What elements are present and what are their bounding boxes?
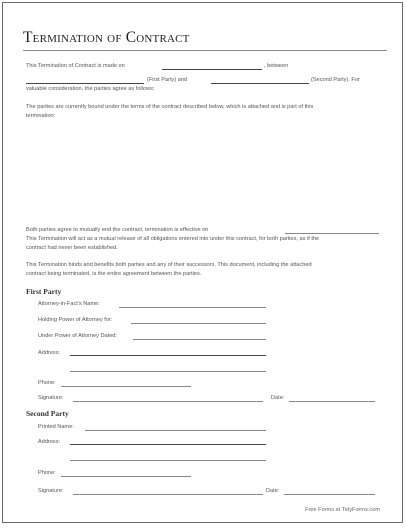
document-page (2, 2, 403, 523)
para2-line3: contract had never been established. (26, 245, 118, 251)
para2-line1: Both parties agree to mutually end the contract, termination is effective on (26, 227, 209, 233)
title-divider (23, 50, 387, 51)
first-party-date-label: Date: (271, 395, 285, 401)
first-party-address-line1[interactable] (70, 355, 266, 356)
first-party-signature-field[interactable] (73, 401, 263, 402)
first-party-phone-label: Phone: (38, 380, 56, 386)
para3-line2: contract being terminated, is the entire agreement between the parties. (26, 271, 202, 277)
intro-line2-end: (Second Party). For (311, 77, 360, 83)
intro-line1-end: , between (264, 63, 289, 69)
para3-line1: This Termination binds and benefits both parties and any of their successors. This document, including the attached (26, 262, 312, 268)
printed-name-label: Printed Name: (38, 424, 74, 430)
para1-line2: termination: (26, 113, 56, 119)
printed-name-field[interactable] (85, 430, 266, 431)
second-party-address-line1[interactable] (70, 444, 266, 445)
intro-line2-start: (First Party) and (147, 77, 188, 83)
first-party-address-line2[interactable] (70, 371, 266, 372)
footer-credit: Free Forms at TidyForms.com (305, 507, 380, 513)
second-party-name-field[interactable] (211, 83, 309, 84)
second-party-heading: Second Party (26, 409, 69, 418)
contract-date-field[interactable] (162, 69, 262, 70)
second-party-address-label: Address: (38, 439, 61, 445)
first-party-address-label: Address: (38, 350, 61, 356)
power-of-attorney-label: Holding Power of Attorney for: (38, 317, 113, 323)
power-dated-label: Under Power of Attorney Dated: (38, 333, 117, 339)
intro-line3: valuable consideration, the parties agree as follows: (26, 86, 155, 92)
second-party-phone-label: Phone: (38, 470, 56, 476)
second-party-signature-label: Signature: (38, 488, 64, 494)
power-of-attorney-field[interactable] (131, 323, 266, 324)
first-party-heading: First Party (26, 287, 62, 296)
intro-line1-start: This Termination of Contract is made on (26, 63, 125, 69)
document-title: Termination of Contract (23, 29, 190, 46)
para2-line2: This Termination will act as a mutual release of all obligations entered into under this contract, for both parties, as if the (26, 236, 320, 242)
para1-line1: The parties are currently bound under the terms of the contract described below, which is attached and is part of this (26, 104, 314, 110)
termination-date-field[interactable] (285, 233, 379, 234)
second-party-phone-field[interactable] (61, 476, 191, 477)
attorney-name-field[interactable] (119, 307, 266, 308)
second-party-date-field[interactable] (284, 494, 375, 495)
second-party-address-line2[interactable] (70, 460, 266, 461)
power-dated-field[interactable] (133, 339, 266, 340)
first-party-phone-field[interactable] (61, 386, 191, 387)
first-party-name-field[interactable] (26, 83, 144, 84)
second-party-date-label: Date: (266, 488, 280, 494)
first-party-signature-label: Signature: (38, 395, 64, 401)
first-party-date-field[interactable] (289, 401, 375, 402)
second-party-signature-field[interactable] (73, 494, 263, 495)
attorney-name-label: Attorney-in-Fact's Name: (38, 301, 100, 307)
